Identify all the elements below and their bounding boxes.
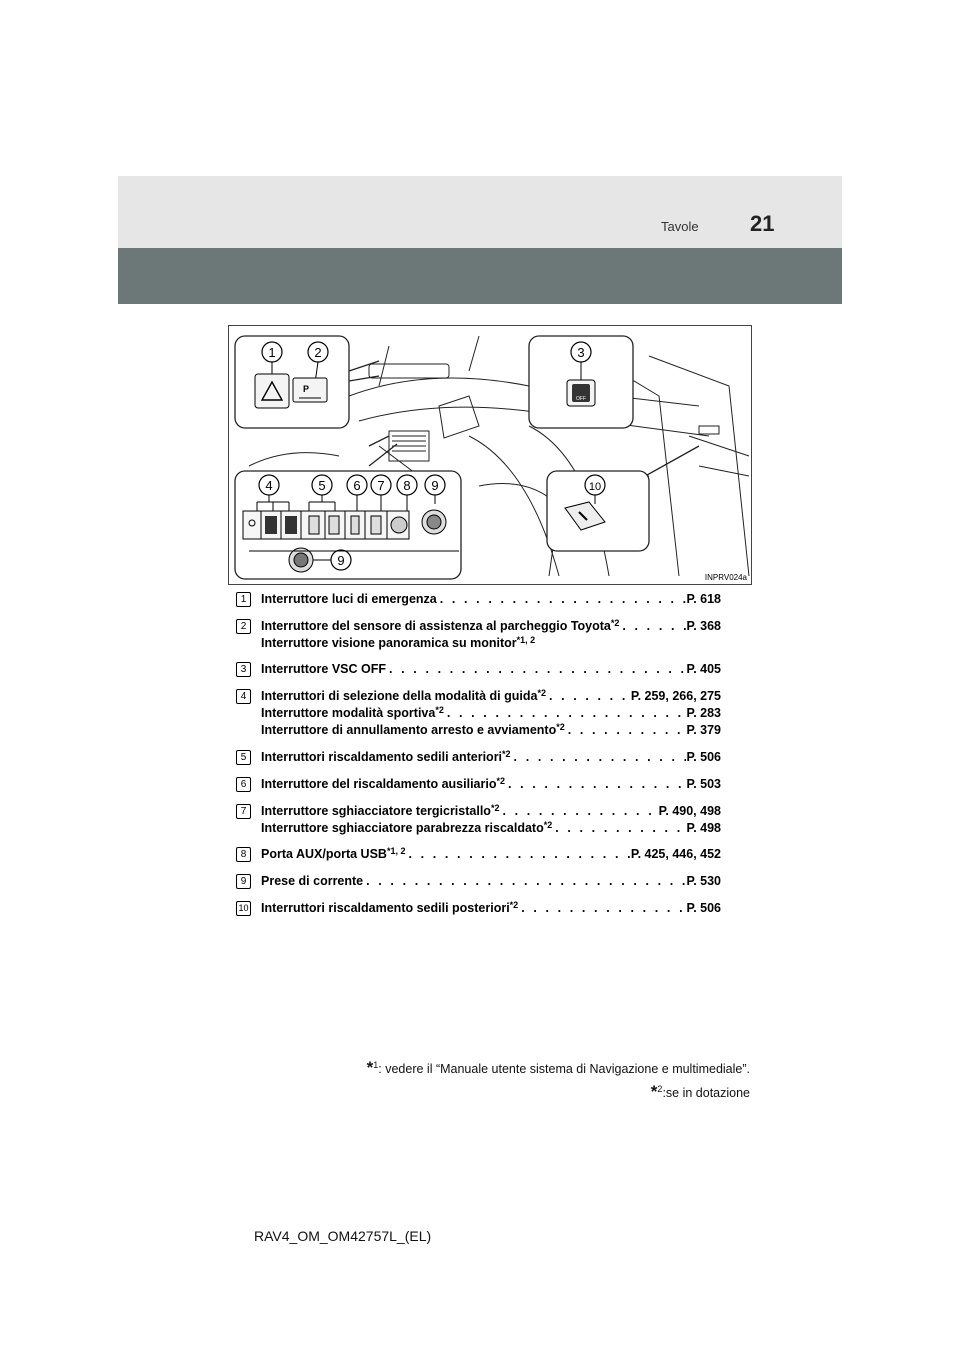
hazard-switch-icon: [255, 374, 289, 408]
header-band-dark: [118, 248, 842, 304]
item-number: 2: [236, 619, 251, 634]
item-number: 6: [236, 777, 251, 792]
item-line: Interruttore modalità sportiva $^{*2}$ . . . P. 283: [261, 706, 721, 722]
item-number: 1: [236, 592, 251, 607]
item-line: Interruttori di selezione della modalità di guida $^{*2}$ . . . P. 259, 266, 275: [261, 689, 721, 705]
dashboard-drawing: [229, 326, 751, 584]
page-number: 21: [750, 211, 775, 236]
callout-9-bottom: 9: [337, 553, 345, 568]
dashboard-illustration: [228, 325, 752, 585]
item-line: Interruttore visione panoramica su monitor $^{*1, 2}$: [261, 635, 536, 650]
item-line: Interruttore del sensore di assistenza al parcheggio Toyota $^{*2}$ . . . P. 368: [261, 619, 721, 635]
item-line: Interruttore luci di emergenza . . . P. 618: [261, 592, 721, 608]
callout-5: 5: [318, 478, 326, 493]
item-line: Porta AUX/porta USB $^{*1, 2}$ . . . P. 425, 446, 452: [261, 847, 721, 863]
callout-10: 10: [588, 481, 602, 493]
item-number: 8: [236, 847, 251, 862]
svg-text:P: P: [303, 384, 310, 394]
item-line: Interruttore sghiacciatore tergicristallo $^{*2}$ . . . P. 490, 498: [261, 804, 721, 820]
document-code: RAV4_OM_OM42757L_(EL): [254, 1228, 432, 1244]
callout-1: 1: [268, 345, 276, 360]
item-line: Interruttore del riscaldamento ausiliario $^{*2}$ . . . P. 503: [261, 777, 721, 793]
section-title: Tavole: [661, 219, 699, 234]
callout-2: 2: [314, 345, 322, 360]
header-band-light: [118, 176, 842, 248]
item-number: 3: [236, 662, 251, 677]
parking-sensor-switch-icon: [293, 378, 327, 402]
svg-text:OFF: OFF: [576, 396, 586, 402]
item-line: Interruttori riscaldamento sedili anteriori $^{*2}$ . . . P. 506: [261, 750, 721, 766]
callout-9: 9: [431, 478, 439, 493]
item-number: 7: [236, 804, 251, 819]
item-line: Interruttori riscaldamento sedili posteriori $^{*2}$ . . . P. 506: [261, 901, 721, 917]
footnote-1: *$^1$: vedere il “Manuale utente sistema di Navigazione e multimediale”.: [366, 1058, 750, 1077]
item-line: Prese di corrente . . . P. 530: [261, 874, 721, 890]
callout-7: 7: [377, 478, 385, 493]
figure-code: INPRV024a: [704, 573, 747, 582]
item-number: 9: [236, 874, 251, 889]
item-line: Interruttore VSC OFF . . . P. 405: [261, 662, 721, 678]
item-line: Interruttore sghiacciatore parabrezza riscaldato $^{*2}$ . . . P. 498: [261, 821, 721, 837]
callout-4: 4: [265, 478, 273, 493]
item-line: Interruttore di annullamento arresto e avviamento $^{*2}$ . . . P. 379: [261, 723, 721, 739]
item-number: 5: [236, 750, 251, 765]
footnote-2: *$^2$:se in dotazione: [650, 1082, 750, 1101]
item-number: 4: [236, 689, 251, 704]
callout-8: 8: [403, 478, 411, 493]
vsc-off-switch-icon: [567, 380, 595, 406]
callout-6: 6: [353, 478, 361, 493]
item-number: 10: [236, 901, 251, 916]
callout-3: 3: [577, 345, 585, 360]
